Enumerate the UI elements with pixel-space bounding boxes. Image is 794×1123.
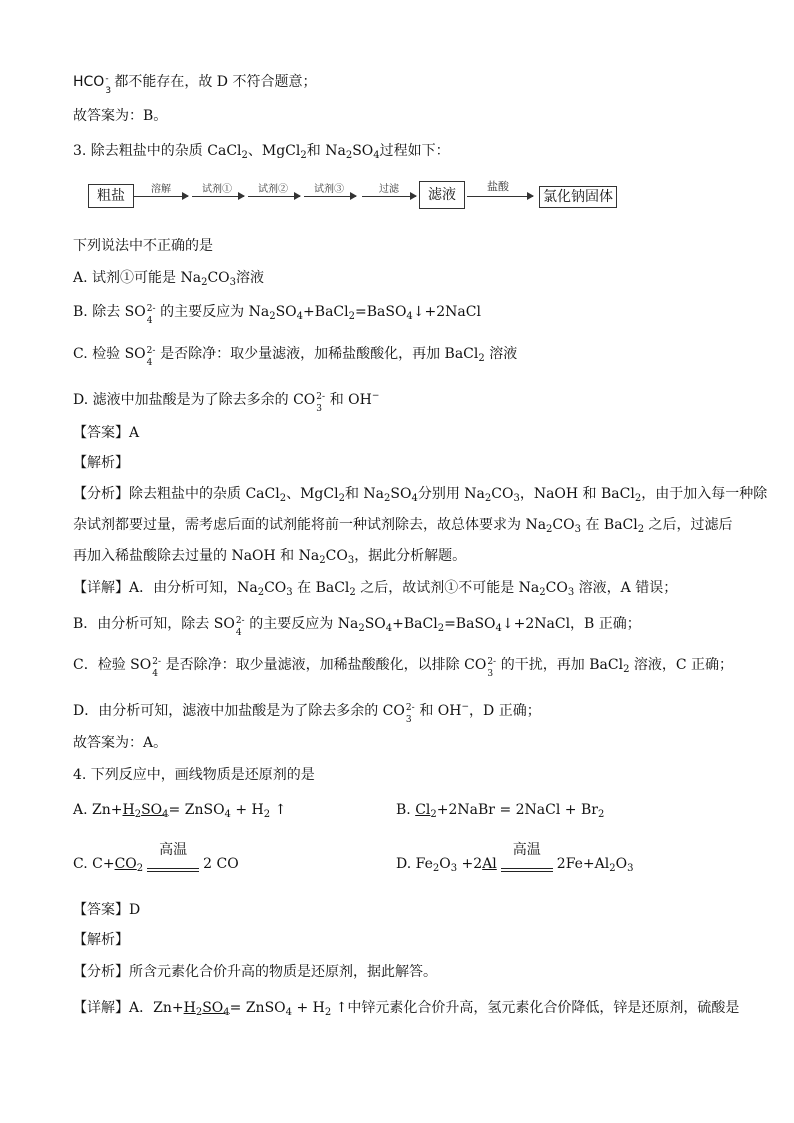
flow-label: 过滤	[379, 184, 399, 195]
q3-fx-line2: 杂试剂都要过量，需考虑后面的试剂能将前一种试剂除去，故总体要求为 $Na_2CO_3$ 在 BaCl$_2$ 之后，过滤后	[73, 517, 733, 535]
q3-analysis-heading: 【解析】	[73, 455, 129, 471]
q4-option-b: B. $Cl_2+2NaBr$ = 2NaCl + $Br_2$	[396, 802, 605, 820]
flow-label: 试剂③	[314, 184, 344, 195]
flow-arrow	[467, 196, 533, 197]
q3-stem: 3. 除去粗盐中的杂质 CaCl$_2$、MgCl$_2$和 $Na_2SO_4$过程如下：	[73, 143, 450, 161]
q3-option-b: B. 除去 SO 2- 4 的主要反应为 $Na_2SO_4+BaCl_2=BaSO_4↓+2NaCl$	[73, 304, 481, 326]
flow-arrow	[192, 196, 244, 197]
q3-xj-d: D．由分析可知，滤液中加盐酸是为了除去多余的 CO 2- 3 和 OH−，D 正确；	[73, 702, 541, 725]
flow-label: 溶解	[151, 184, 171, 195]
continuation-line: HCO - 3 都不能存在，故 D 不符合题意；	[73, 74, 317, 96]
q3-question: 下列说法中不正确的是	[73, 238, 213, 254]
q4-fx: 【分析】所含元素化合价升高的物质是还原剂，据此解答。	[73, 964, 437, 980]
q3-option-c: C. 检验 SO 2- 4 是否除净：取少量滤液，加稀盐酸酸化，再加 BaCl$_2$ 溶液	[73, 346, 518, 368]
q3-option-a: A. 试剂①可能是 $Na_2CO_3$溶液	[73, 270, 265, 288]
flow-label: 试剂②	[258, 184, 288, 195]
q3-option-d: D. 滤液中加盐酸是为了除去多余的 CO 2- 3 和 OH−	[73, 391, 380, 414]
q4-analysis-heading: 【解析】	[73, 932, 129, 948]
flow-arrow	[248, 196, 300, 197]
hco3-formula: HCO - 3	[73, 74, 112, 96]
q3-xj-c: C．检验 SO 2- 4 是否除净：取少量滤液，加稀盐酸酸化，以排除 CO 2- 3 的干扰，再加 BaCl$_2$ 溶液，C 正确；	[73, 657, 734, 679]
q4-option-d: D. $Fe_2O_3 +2Al$ 高温 $2Fe+Al_2O_3$	[396, 850, 633, 879]
flow-arrow	[134, 196, 188, 197]
q4-stem: 4. 下列反应中，画线物质是还原剂的是	[73, 767, 315, 783]
q4-xj-a: 【详解】A．$Zn+H_2SO_4=$ ZnSO$_4$ + $H_2$ ↑中锌元素化合价升高，氢元素化合价降低，锌是还原剂，硫酸是	[73, 1000, 740, 1018]
q4-answer: 【答案】D	[73, 902, 141, 918]
flow-label: 盐酸	[487, 180, 509, 193]
flow-diagram	[88, 176, 628, 216]
reaction-condition: 高温	[497, 850, 557, 878]
q3-answer: 【答案】A	[73, 425, 140, 441]
q4-option-a: A. $Zn+H_2SO_4=$ ZnSO$_4$ + $H_2$ ↑	[73, 802, 287, 820]
flow-end-box: 氯化钠固体	[539, 186, 617, 208]
q3-final: 故答案为：A。	[73, 735, 168, 751]
flow-label: 试剂①	[202, 184, 232, 195]
q3-fx-line3: 再加入稀盐酸除去过量的 NaOH 和 $Na_2CO_3$，据此分析解题。	[73, 548, 467, 566]
q3-xj-a: 【详解】A．由分析可知，$Na_2CO_3$ 在 BaCl$_2$ 之后，故试剂①不可能是 $Na_2CO_3$ 溶液，A 错误；	[73, 580, 678, 598]
flow-mid-box: 滤液	[419, 181, 465, 209]
prev-answer-final: 故答案为：B。	[73, 108, 168, 124]
reaction-condition: 高温	[143, 850, 203, 878]
q4-option-c: C. $C+CO_2$ 高温 2 CO	[73, 850, 239, 879]
flow-arrow	[304, 196, 356, 197]
q3-fx-line1: 【分析】除去粗盐中的杂质 CaCl$_2$、MgCl$_2$和 $Na_2SO_4$分别用 $Na_2CO_3$，NaOH 和 BaCl$_2$，由于加入每一种除	[73, 486, 768, 504]
flow-start-box: 粗盐	[88, 184, 134, 208]
q3-xj-b: B．由分析可知，除去 SO 2- 4 的主要反应为 $Na_2SO_4+BaCl_2=BaSO_4↓+2NaCl$，B 正确；	[73, 616, 641, 638]
flow-arrow	[362, 196, 416, 197]
